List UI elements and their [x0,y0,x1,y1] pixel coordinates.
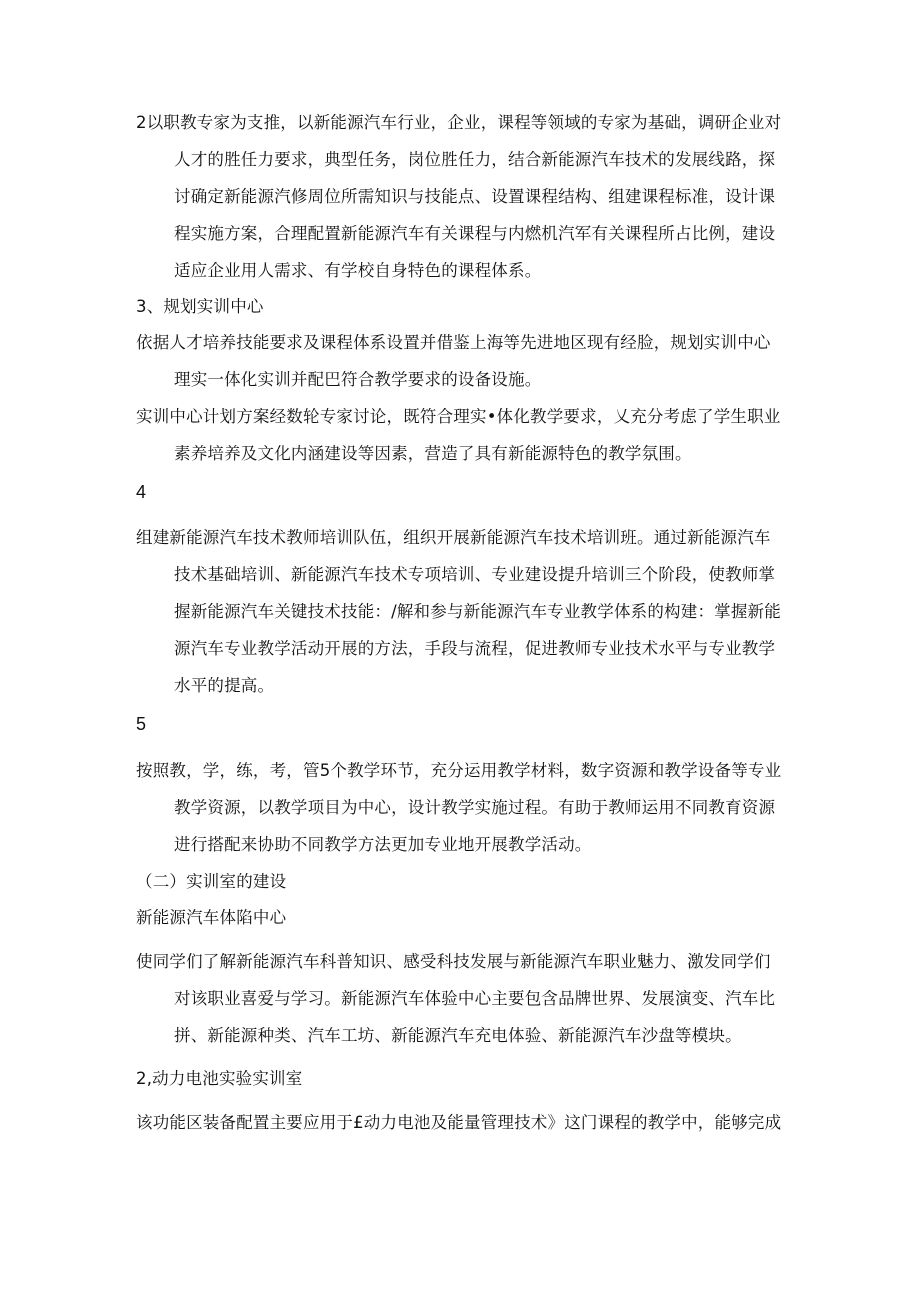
paragraph-line: 技术基础培训、新能源汽车技术专项培训、专业建设提升培训三个阶段，使教师掌 [174,565,776,584]
section-heading: 新能源汽车体陷中心 [136,908,287,927]
paragraph-line: 理实一体化实训并配巴符合教学要求的设备设施。 [174,370,542,389]
paragraph-line: 使同学们了解新能源汽车科普知识、感受科技发展与新能源汽车职业魅力、激发同学们 [136,952,771,971]
paragraph-line: 适应企业用人需求、有学校自身特色的课程体系。 [174,261,542,280]
paragraph-line: 按照教，学，练，考，管5个教学环节，充分运用教学材料，数字资源和教学设备等专业 [136,761,782,780]
paragraph-line: 拼、新能源种类、汽车工坊、新能源汽车充电体验、新能源汽车沙盘等模块。 [174,1026,742,1045]
paragraph-line: 实训中心计划方案经数轮专家讨论，既符合理实•体化教学要求，乂充分考虑了学生职业 [136,407,781,426]
paragraph-line: 程实施方案，合理配置新能源汽车有关课程与内燃机汽军有关课程所占比例，建设 [174,224,776,243]
paragraph-line: 依据人才培养技能要求及课程体系设置并借鉴上海等先进地区现有经脸，规划实训中心 [136,333,771,352]
section-number: 5 [136,714,147,734]
section-heading: （二）实训室的建设 [136,872,287,891]
section-number: 4 [136,482,147,502]
section-heading: 3、规划实训中心 [136,297,264,316]
paragraph-line: 人才的胜任力要求，典型任务，岗位胜任力，结合新能源汽车技术的发展线路，探 [174,150,776,169]
paragraph-line: 2以职教专家为支推，以新能源汽车行业，企业，课程等领域的专家为基础，调研企业对 [136,113,782,132]
paragraph-line: 素养培养及文化内涵建设等因素，营造了具有新能源特色的教学氛围。 [174,444,692,463]
paragraph-line: 该功能区装备配置主要应用于£动力电池及能量管理技术》这门课程的教学中，能够完成 [136,1113,782,1132]
paragraph-line: 源汽车专业教学活动开展的方法，手段与流程，促进教师专业技术水平与专业教学 [174,639,776,658]
paragraph-line: 教学资源，以教学项目为中心，设计教学实施过程。有助于教师运用不同教育资源 [174,798,776,817]
paragraph-line: 对该职业喜爱与学习。新能源汽车体验中心主要包含品牌世界、发展演变、汽车比 [174,989,776,1008]
section-heading: 2,动力电池实验实训室 [136,1069,303,1088]
paragraph-line: 讨确定新能源汽修周位所需知识与技能点、设置课程结构、组建课程标准，设计课 [174,187,776,206]
paragraph-line: 组建新能源汽车技术教师培训队伍，组织开展新能源汽车技术培训班。通过新能源汽车 [136,528,771,547]
paragraph-line: 握新能源汽车关键技术技能：/解和参与新能源汽车专业教学体系的构建：掌握新能 [174,602,781,621]
paragraph-line: 进行搭配来协助不同教学方法更加专业地开展教学活动。 [174,835,592,854]
paragraph-line: 水平的提高。 [174,676,275,695]
